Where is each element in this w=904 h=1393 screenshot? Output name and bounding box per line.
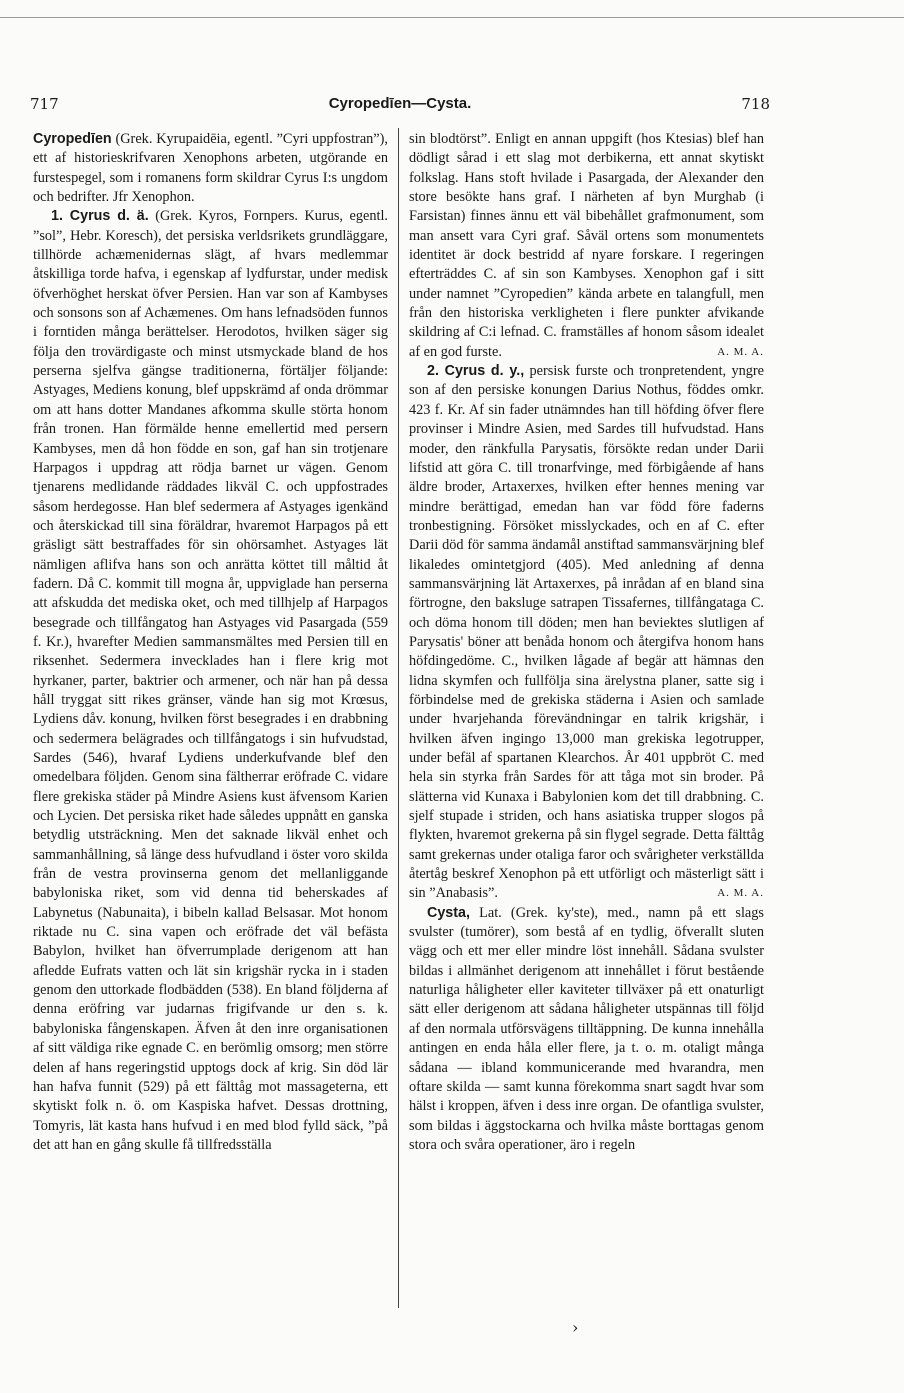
entry-text: persisk furste och tronpretendent, yngre son af den persiske konungen Darius Nothus, föddes omkr. 423 f. Kr. Af sin fader utnämndes han till höfding öfver flere provinser i Mindre Asien, med Sardes till hufvudstad. Hans moder, den ränkfulla Parysatis, försökte redan under Darii lifstid att göra C. till tronarfvinge, med förbigående af hans äldre broder, Artaxerxes, hvilken efter hennes mening var mindre berättigad, emedan han var född före faderns tronbestigning. Försöket misslyckades, och en af C. efter Darii död för samma ändamål anstiftad sammansvärjning blef likaledes omintetgjord (405). Med anledning af denna sammansvärjning lät Artaxerxes, på inrådan af en bland sina förtrogne, den baksluge satrapen Tissafernes, tillfångataga C. och döma honom till döden; men han beviektes slutligen af Parysatis' böner att benåda honom och återgifva honom hans höfdingedöme. C., hvilken lågade af begär att hämnas den lidna skymfen och fullfölja sina ärelystna planer, satte sig i förbindelse med de grekiska städerna i Asien och samlade under hvarjehanda förevändningar en talrik krigshär, i hvilken äfven ingingo 13,000 man grekiska legotrupper, under befäl af spartanen Klearchos. År 401 uppbröt C. med hela sin styrka från Sardes för att tåga mot sin broder. På slätterna vid Kunaxa i Babylonien kom det till drabbning. C. sjelf stupade i striden, och hans asiatiska trupper slogos på flykten, hvaremot grekerna på sin flygel segrade. Detta fälttåg samt grekernas under otaliga faror och svårigheter verkställda återtåg beskref Xenophon på ett utförligt och mästerligt sätt i sin ”Anabasis”.	[409, 363, 765, 902]
page-header	[30, 95, 770, 117]
entry-cyrus-elder-cont	[409, 130, 764, 362]
entry-text: (Grek. Kyros, Fornpers. Kurus, egentl. ”sol”, Hebr. Koresch), det persiska verldsrikets grundläggare, tillhörde achæmenidernas slägt, af hvars medlemmar åtskilliga torde hafva, i egenskap af lydfurstar, under medisk öfverhöghet herskat öfver Persien. Han var son af Kambyses och sonsons son af Achæmenes. Om hans lefnadsöden funnos i forntiden många berättelser. Herodotos, hvilken säger sig följa den trovärdigaste och minst utsmyckade bland de hos perserna sjelfva gängse traditionerna, förtäljer följande: Astyages, Mediens konung, blef uppskrämd af onda drömmar om att hans dotter Mandanes afkomma skulle störta honom från tronen. Han förmälde henne emellertid med persern Kambyses, men då hon födde en son, gaf han sin trotjenare Harpagos i uppdrag att rödja barnet ur vägen. Genom tjenarens medlidande räddades likväl C. och uppfostrades såsom herdegosse. Han blef sedermera af Astyages igenkänd och återskickad till sina föräldrar, hvaremot Harpagos på ett gräsligt sätt bestraffades för sin ohörsamhet. Astyages lät nämligen aflifva hans son och anrätta köttet till måltid åt fadern. Då C. kommit till mogna år, uppviglade han perserna att afskudda det mediska oket, och med tillhjelp af Harpagos besegrade och tillfångatog han Astyages vid Pasargada (559 f. Kr.), hvarefter Medien sammansmältes med Persien till en riksenhet. Sedermera invecklades han i flere krig mot hyrkaner, parter, baktrier och armener, och när han på dessa håll tryggat sitt rikes gränser, vände han sig mot Krœsus, Lydiens dåv. konung, hvilken först besegrades i en drabbning och sedermera belägrades och tillfångatogs i sin hufvudstad, Sardes (546), hvaraf Lydiens underkufvande blef den omedelbara följden. Genom sina fältherrar eröfrade C. vidare flere grekiska städer på Mindre Asiens kust äfvensom Karien och Lycien. Det persiska riket hade således uppnått en ganska betydlig utsträckning. Men det saknade likväl enhet och sammanhållning, så länge dess hufvudland i öster voro skilda från de vestra provinserna genom det mellanliggande babyloniska riket, som vid denna tid beherskades af Labynetus (Nabunaita), i bibeln kallad Belsasar. Mot honom riktade nu C. sina vapen och eröfrade det väl befästa Babylon, hvilket han öfverrumplade derigenom att han afledde Eufrats vatten och lät sin krigshär rycka in i staden genom den uttorkade flodbädden (538). En bland följderna af denna eröfring var judarnas frigifvande ur den s. k. babyloniska fångenskapen. Äfven åt den inre organisationen af sitt väldiga rike egnade C. en berömlig omsorg; men större delen af hans regeringstid upptogs dock af krig. Sin död lär han hafva funnit (529) på ett fälttåg mot massageterna, ett skytiskt folk n. ö. om Kaspiska hafvet. Dessas drottning, Tomyris, lät kasta hans hufvud i en med blod fylld säck, ”på det att han en gång skulle få tillfredsställa	[33, 208, 388, 1153]
entry-cyrus-younger	[409, 362, 764, 904]
entry-cysta	[409, 904, 764, 1155]
entry-head: 2. Cyrus d. y.,	[427, 363, 525, 380]
column-divider	[398, 128, 399, 1308]
author-signature: A. M. A.	[717, 887, 764, 900]
page-number-left: 717	[30, 95, 59, 113]
right-column	[409, 130, 764, 1155]
left-column	[33, 130, 388, 1155]
entry-text: sin blodtörst”. Enligt en annan uppgift (hos Ktesias) blef han dödligt sårad i ett slag mot derbikerna, ett annat skytiskt folkslag. Hans stoft hvilade i Pasargada, der Alexander den store besökte hans graf. I närheten af byn Murghab (i Farsistan) finnes ännu ett väl bibehållet grafmonument, som man ansett vara Cyri graf. Såväl ortens som monumentets identitet är dock bestridd af nyare forskare. I regeringen efterträddes C. af sin son Kambyses. Xenophon gaf i sitt under namnet ”Cyropedien” kända arbete en talangfull, men från den historiska verkligheten i flere punkter afvikande skildring af C:i lefnad. C. framställes af honom såsom idealet af en god furste.	[409, 131, 764, 360]
entry-head: 1. Cyrus d. ä.	[51, 208, 149, 225]
entry-head: Cysta,	[427, 904, 470, 921]
top-rule	[0, 17, 904, 18]
entry-head: Cyropedīen	[33, 131, 112, 147]
author-signature: A. M. A.	[717, 345, 764, 358]
entry-cyropedien	[33, 130, 388, 207]
running-title: Cyropedīen—Cysta.	[328, 95, 472, 112]
entry-cyrus-elder	[33, 207, 388, 1155]
entry-text: (Grek. Kyrupaidēia, egentl. ”Cyri uppfostran”), ett af historieskrifvaren Xenophons arbeten, utgörande en furstespegel, som i romanens form skildrar Cyrus I:s ungdom och bedrifter. Jfr Xenophon.	[33, 131, 388, 206]
entry-text: Lat. (Grek. ky'ste), med., namn på ett slags svulster (tumörer), som bestå af en tydlig, öfverallt sluten vägg och ett mer eller mindre löst innehåll. Sådana svulster bildas i allmänhet derigenom att innehållet i förut bestående naturliga håligheter eller kaviteter tillväxer på ett onaturligt sätt eller derigenom att sådana håligheter utspännas till följd af den normala utförsvägens tilltäppning. De kunna innehålla antingen en enda håla eller flere, ja t. o. m. otaligt många sådana — ibland kommunicerande med hvarandra, men oftare skilda — samt kunna förekomma snart sagdt hvar som hälst i kroppen, äfven i dess inre organ. De ofantliga svulster, som bildas i äggstockarna och hvilka måste borttagas genom stora och svåra operationer, äro i regeln	[409, 904, 764, 1153]
page-number-right: 718	[741, 95, 770, 113]
printer-mark: ›	[572, 1318, 579, 1337]
